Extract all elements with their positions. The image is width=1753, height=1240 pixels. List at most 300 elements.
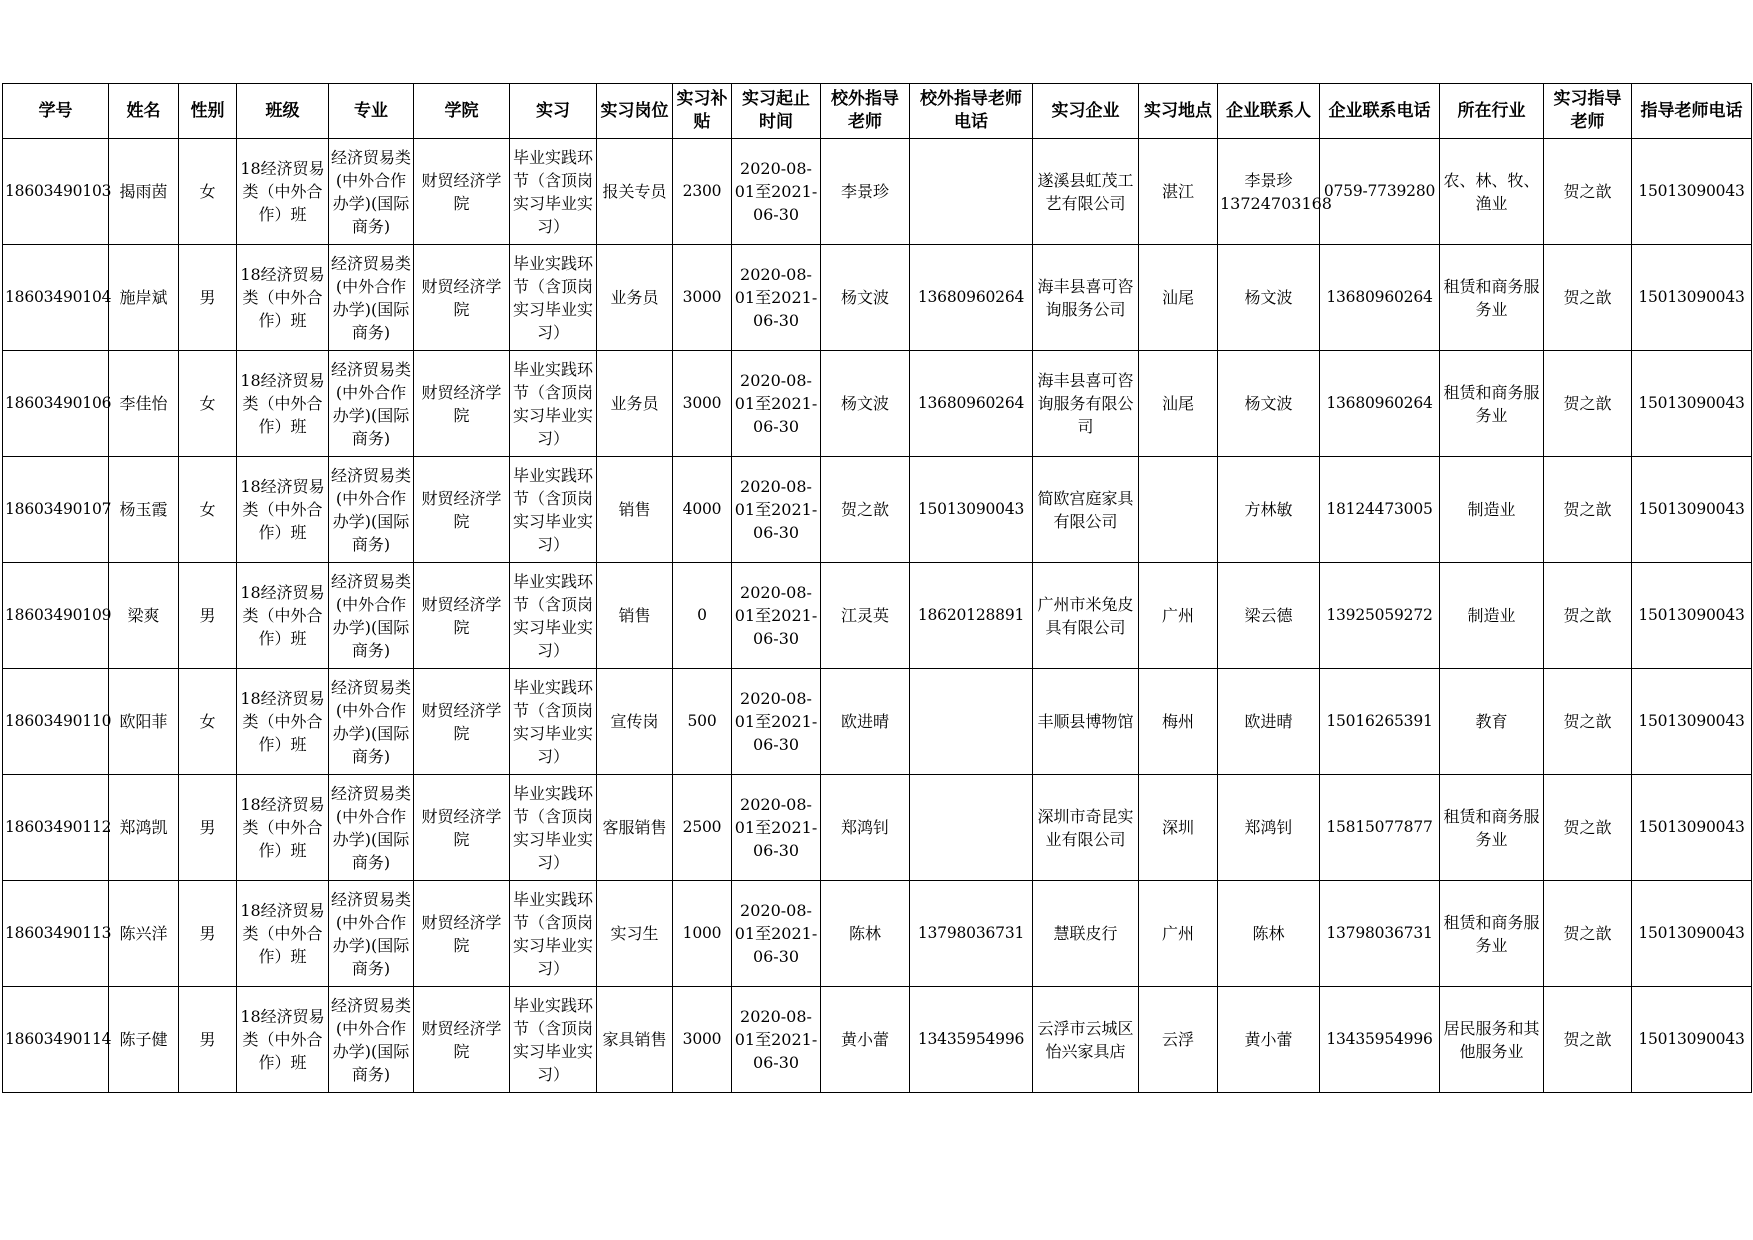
cell-company xyxy=(1033,139,1139,245)
cell-text: 销售 xyxy=(618,500,651,519)
cell-period xyxy=(732,987,821,1093)
cell-text: 18603490103 xyxy=(5,182,112,200)
cell-external-mentor-phone xyxy=(910,775,1033,881)
cell-text: 财贸经济学院 xyxy=(421,700,502,743)
cell-text: 云浮 xyxy=(1161,1030,1194,1049)
cell-external-mentor-phone xyxy=(910,245,1033,351)
cell-text: 2020-08-01至2021-06-30 xyxy=(734,795,818,860)
cell-class xyxy=(237,563,329,669)
cell-text: 欧阳菲 xyxy=(119,712,168,731)
cell-text: 财贸经济学院 xyxy=(421,594,502,637)
cell-external-mentor-phone xyxy=(910,457,1033,563)
cell-major xyxy=(329,881,414,987)
cell-gender xyxy=(179,563,237,669)
cell-external-mentor-phone xyxy=(910,351,1033,457)
cell-external-mentor-phone xyxy=(910,881,1033,987)
cell-company-phone xyxy=(1320,563,1440,669)
cell-text: 男 xyxy=(199,924,216,943)
cell-company-contact xyxy=(1218,775,1320,881)
cell-text: 2020-08-01至2021-06-30 xyxy=(734,371,818,436)
cell-subsidy xyxy=(673,139,732,245)
table-row xyxy=(3,881,1752,987)
column-header-internship: 实习 xyxy=(510,84,597,139)
cell-text: 13798036731 xyxy=(1326,924,1433,942)
cell-text: 经济贸易类(中外合作办学)(国际商务) xyxy=(331,995,412,1084)
column-header-period: 实习起止时间 xyxy=(732,84,821,139)
cell-text: 18603490114 xyxy=(5,1030,112,1048)
cell-text: 方林敏 xyxy=(1244,500,1293,519)
header-row xyxy=(3,84,1752,139)
cell-text: 欧进晴 xyxy=(1244,712,1293,731)
cell-text: 毕业实践环节（含顶岗实习毕业实习） xyxy=(512,147,593,236)
table-row xyxy=(3,245,1752,351)
cell-subsidy xyxy=(673,245,732,351)
cell-text: 遂溪县虹茂工艺有限公司 xyxy=(1037,170,1134,213)
cell-text: 女 xyxy=(199,712,216,731)
cell-text: 陈林 xyxy=(848,924,881,943)
cell-position xyxy=(597,987,673,1093)
cell-industry xyxy=(1440,245,1544,351)
cell-major xyxy=(329,669,414,775)
cell-text: 宣传岗 xyxy=(610,712,659,731)
cell-college xyxy=(414,775,510,881)
table-body xyxy=(3,139,1752,1093)
cell-text: 实习生 xyxy=(610,924,659,943)
cell-text: 15013090043 xyxy=(1638,606,1745,624)
cell-text: 贺之歆 xyxy=(1563,1030,1612,1049)
cell-student-id xyxy=(3,139,112,245)
cell-company-phone xyxy=(1320,669,1440,775)
cell-location xyxy=(1139,987,1218,1093)
cell-text: 贺之歆 xyxy=(1563,500,1612,519)
cell-text: 13798036731 xyxy=(917,924,1025,942)
cell-text: 租赁和商务服务业 xyxy=(1443,806,1540,849)
column-header-class: 班级 xyxy=(237,84,329,139)
cell-major xyxy=(329,351,414,457)
cell-class xyxy=(237,987,329,1093)
cell-text: 黄小蕾 xyxy=(840,1030,889,1049)
cell-text: 经济贸易类(中外合作办学)(国际商务) xyxy=(331,147,412,236)
cell-text: 13435954996 xyxy=(917,1030,1025,1048)
cell-major xyxy=(329,245,414,351)
cell-text: 财贸经济学院 xyxy=(421,276,502,319)
cell-text: 2020-08-01至2021-06-30 xyxy=(734,583,818,648)
cell-instructor xyxy=(1544,563,1632,669)
cell-college xyxy=(414,881,510,987)
table-row xyxy=(3,775,1752,881)
cell-text: 财贸经济学院 xyxy=(421,1018,502,1061)
cell-external-mentor xyxy=(821,775,910,881)
cell-student-id xyxy=(3,669,112,775)
column-header-name: 姓名 xyxy=(109,84,179,139)
cell-internship xyxy=(510,669,597,775)
column-header-major: 专业 xyxy=(329,84,414,139)
cell-location xyxy=(1139,881,1218,987)
cell-text: 18经济贸易类（中外合作）班 xyxy=(240,1007,325,1072)
cell-company-contact xyxy=(1218,139,1332,245)
cell-company-contact xyxy=(1218,457,1320,563)
cell-class xyxy=(237,245,329,351)
cell-instructor-phone xyxy=(1632,139,1752,245)
cell-text: 财贸经济学院 xyxy=(421,170,502,213)
cell-text: 2020-08-01至2021-06-30 xyxy=(734,1007,818,1072)
column-header-position: 实习岗位 xyxy=(597,84,673,139)
cell-name xyxy=(109,139,179,245)
cell-gender xyxy=(179,669,237,775)
cell-industry xyxy=(1440,139,1544,245)
cell-text: 经济贸易类(中外合作办学)(国际商务) xyxy=(331,465,412,554)
cell-internship xyxy=(510,139,597,245)
table-row xyxy=(3,987,1752,1093)
cell-external-mentor xyxy=(821,457,910,563)
cell-text: 慧联皮行 xyxy=(1053,924,1118,943)
cell-instructor-phone xyxy=(1632,457,1752,563)
cell-company-contact xyxy=(1218,563,1320,669)
cell-text: 深圳市奇昆实业有限公司 xyxy=(1037,806,1134,849)
cell-text: 15013090043 xyxy=(1638,394,1745,412)
cell-text: 陈子健 xyxy=(119,1030,168,1049)
cell-text: 15815077877 xyxy=(1326,818,1433,836)
cell-text: 18603490107 xyxy=(5,500,112,518)
cell-text: 杨文波 xyxy=(1244,288,1293,307)
cell-internship xyxy=(510,457,597,563)
cell-college xyxy=(414,987,510,1093)
table-row xyxy=(3,139,1752,245)
cell-text: 经济贸易类(中外合作办学)(国际商务) xyxy=(331,889,412,978)
cell-company-phone xyxy=(1320,351,1440,457)
cell-text: 梁云德 xyxy=(1244,606,1293,625)
cell-text: 贺之歆 xyxy=(1563,394,1612,413)
cell-text: 4000 xyxy=(682,500,722,518)
cell-college xyxy=(414,563,510,669)
cell-company xyxy=(1033,563,1139,669)
cell-internship xyxy=(510,563,597,669)
cell-text: 13680960264 xyxy=(917,394,1025,412)
cell-text: 500 xyxy=(687,712,717,730)
cell-subsidy xyxy=(673,987,732,1093)
cell-text: 15013090043 xyxy=(1638,1030,1745,1048)
cell-text: 3000 xyxy=(682,288,722,306)
cell-company-contact xyxy=(1218,881,1320,987)
cell-subsidy xyxy=(673,351,732,457)
cell-industry xyxy=(1440,987,1544,1093)
cell-name xyxy=(109,245,179,351)
cell-text: 18603490109 xyxy=(5,606,112,624)
cell-text: 贺之歆 xyxy=(1563,924,1612,943)
cell-text: 13680960264 xyxy=(1326,394,1433,412)
cell-company-phone xyxy=(1320,245,1440,351)
cell-text: 18603490110 xyxy=(5,712,112,730)
cell-text: 揭雨茵 xyxy=(119,182,168,201)
cell-text: 18经济贸易类（中外合作）班 xyxy=(240,265,325,330)
cell-external-mentor-phone xyxy=(910,139,1033,245)
cell-text: 广州 xyxy=(1161,606,1194,625)
cell-text: 18620128891 xyxy=(917,606,1025,624)
cell-class xyxy=(237,457,329,563)
cell-external-mentor-phone xyxy=(910,563,1033,669)
cell-text: 财贸经济学院 xyxy=(421,806,502,849)
cell-subsidy xyxy=(673,775,732,881)
cell-text: 18经济贸易类（中外合作）班 xyxy=(240,477,325,542)
cell-instructor xyxy=(1544,351,1632,457)
cell-text: 李佳怡 xyxy=(119,394,168,413)
cell-text: 2300 xyxy=(682,182,722,200)
cell-text: 李景珍13724703168 xyxy=(1220,170,1332,213)
cell-text: 男 xyxy=(199,288,216,307)
table-row xyxy=(3,563,1752,669)
cell-industry xyxy=(1440,775,1544,881)
cell-text: 经济贸易类(中外合作办学)(国际商务) xyxy=(331,677,412,766)
cell-company xyxy=(1033,351,1139,457)
cell-class xyxy=(237,775,329,881)
cell-instructor-phone xyxy=(1632,351,1752,457)
cell-location xyxy=(1139,245,1218,351)
cell-text: 经济贸易类(中外合作办学)(国际商务) xyxy=(331,571,412,660)
cell-text: 海丰县喜可咨询服务有限公司 xyxy=(1037,371,1134,436)
cell-text: 18603490106 xyxy=(5,394,112,412)
cell-company-contact xyxy=(1218,245,1320,351)
cell-text: 18124473005 xyxy=(1326,500,1433,518)
column-header-location: 实习地点 xyxy=(1139,84,1218,139)
cell-text: 18603490113 xyxy=(5,924,112,942)
cell-industry xyxy=(1440,881,1544,987)
cell-text: 汕尾 xyxy=(1161,288,1194,307)
cell-company-phone xyxy=(1320,457,1440,563)
cell-period xyxy=(732,775,821,881)
cell-student-id xyxy=(3,457,112,563)
cell-text: 男 xyxy=(199,1030,216,1049)
cell-text: 陈兴洋 xyxy=(119,924,168,943)
cell-text: 0759-7739280 xyxy=(1323,182,1436,200)
cell-position xyxy=(597,245,673,351)
cell-text: 欧进晴 xyxy=(840,712,889,731)
cell-instructor-phone xyxy=(1632,775,1752,881)
cell-text: 贺之歆 xyxy=(840,500,889,519)
cell-instructor xyxy=(1544,139,1632,245)
cell-external-mentor xyxy=(821,669,910,775)
cell-text: 农、林、牧、渔业 xyxy=(1443,170,1540,213)
cell-instructor xyxy=(1544,245,1632,351)
cell-text: 广州 xyxy=(1161,924,1194,943)
cell-text: 15013090043 xyxy=(1638,500,1745,518)
cell-text: 2020-08-01至2021-06-30 xyxy=(734,689,818,754)
cell-internship xyxy=(510,351,597,457)
cell-text: 贺之歆 xyxy=(1563,606,1612,625)
cell-text: 女 xyxy=(199,394,216,413)
cell-period xyxy=(732,139,821,245)
cell-text: 13680960264 xyxy=(917,288,1025,306)
cell-major xyxy=(329,775,414,881)
column-header-instructor: 实习指导老师 xyxy=(1544,84,1632,139)
cell-instructor-phone xyxy=(1632,245,1752,351)
cell-period xyxy=(732,457,821,563)
column-header-gender: 性别 xyxy=(179,84,237,139)
cell-student-id xyxy=(3,987,112,1093)
cell-student-id xyxy=(3,881,112,987)
cell-gender xyxy=(179,457,237,563)
cell-external-mentor xyxy=(821,351,910,457)
cell-text: 财贸经济学院 xyxy=(421,488,502,531)
cell-gender xyxy=(179,245,237,351)
cell-text: 杨文波 xyxy=(840,288,889,307)
cell-text: 丰顺县博物馆 xyxy=(1037,712,1134,731)
table-row xyxy=(3,669,1752,775)
cell-location xyxy=(1139,457,1218,563)
cell-location xyxy=(1139,139,1218,245)
cell-text: 毕业实践环节（含顶岗实习毕业实习） xyxy=(512,571,593,660)
cell-major xyxy=(329,139,414,245)
cell-text: 毕业实践环节（含顶岗实习毕业实习） xyxy=(512,677,593,766)
cell-student-id xyxy=(3,245,112,351)
cell-period xyxy=(732,669,821,775)
cell-text: 黄小蕾 xyxy=(1244,1030,1293,1049)
column-header-instructor-phone: 指导老师电话 xyxy=(1632,84,1752,139)
cell-external-mentor xyxy=(821,245,910,351)
cell-position xyxy=(597,139,673,245)
cell-industry xyxy=(1440,669,1544,775)
cell-text: 客服销售 xyxy=(602,818,667,837)
cell-name xyxy=(109,351,179,457)
cell-gender xyxy=(179,139,237,245)
cell-text: 家具销售 xyxy=(602,1030,667,1049)
cell-text: 毕业实践环节（含顶岗实习毕业实习） xyxy=(512,465,593,554)
cell-text: 15013090043 xyxy=(1638,712,1745,730)
cell-text: 杨文波 xyxy=(1244,394,1293,413)
column-header-college: 学院 xyxy=(414,84,510,139)
cell-instructor xyxy=(1544,775,1632,881)
cell-text: 女 xyxy=(199,500,216,519)
cell-instructor-phone xyxy=(1632,987,1752,1093)
cell-text: 云浮市云城区怡兴家具店 xyxy=(1037,1018,1134,1061)
cell-college xyxy=(414,245,510,351)
cell-position xyxy=(597,669,673,775)
cell-internship xyxy=(510,775,597,881)
cell-position xyxy=(597,775,673,881)
cell-position xyxy=(597,563,673,669)
cell-period xyxy=(732,245,821,351)
column-header-industry: 所在行业 xyxy=(1440,84,1544,139)
cell-period xyxy=(732,563,821,669)
cell-text: 业务员 xyxy=(610,288,659,307)
cell-instructor xyxy=(1544,881,1632,987)
cell-text: 0 xyxy=(697,606,707,624)
column-header-external-mentor-phone: 校外指导老师电话 xyxy=(910,84,1033,139)
cell-company xyxy=(1033,669,1139,775)
cell-text: 贺之歆 xyxy=(1563,712,1612,731)
cell-text: 18经济贸易类（中外合作）班 xyxy=(240,901,325,966)
cell-text: 3000 xyxy=(682,1030,722,1048)
cell-text: 13680960264 xyxy=(1326,288,1433,306)
cell-text: 贺之歆 xyxy=(1563,182,1612,201)
cell-text: 业务员 xyxy=(610,394,659,413)
cell-text: 居民服务和其他服务业 xyxy=(1443,1018,1540,1061)
cell-text: 毕业实践环节（含顶岗实习毕业实习） xyxy=(512,359,593,448)
cell-class xyxy=(237,881,329,987)
cell-period xyxy=(732,351,821,457)
cell-text: 男 xyxy=(199,606,216,625)
cell-company-phone xyxy=(1320,987,1440,1093)
cell-name xyxy=(109,669,179,775)
column-header-company: 实习企业 xyxy=(1033,84,1139,139)
cell-external-mentor xyxy=(821,987,910,1093)
cell-instructor xyxy=(1544,457,1632,563)
cell-college xyxy=(414,669,510,775)
cell-name xyxy=(109,457,179,563)
cell-name xyxy=(109,987,179,1093)
cell-period xyxy=(732,881,821,987)
cell-internship xyxy=(510,245,597,351)
cell-company-phone xyxy=(1320,881,1440,987)
cell-company xyxy=(1033,245,1139,351)
cell-name xyxy=(109,881,179,987)
cell-text: 销售 xyxy=(618,606,651,625)
cell-text: 制造业 xyxy=(1467,606,1516,625)
cell-text: 毕业实践环节（含顶岗实习毕业实习） xyxy=(512,889,593,978)
cell-internship xyxy=(510,881,597,987)
internship-sheet xyxy=(2,83,1752,1093)
cell-text: 毕业实践环节（含顶岗实习毕业实习） xyxy=(512,783,593,872)
cell-text: 贺之歆 xyxy=(1563,818,1612,837)
cell-text: 毕业实践环节（含顶岗实习毕业实习） xyxy=(512,995,593,1084)
cell-text: 3000 xyxy=(682,394,722,412)
cell-text: 18经济贸易类（中外合作）班 xyxy=(240,371,325,436)
cell-class xyxy=(237,351,329,457)
cell-text: 简欧宫庭家具有限公司 xyxy=(1037,488,1134,531)
cell-text: 湛江 xyxy=(1161,182,1194,201)
table-row xyxy=(3,457,1752,563)
cell-gender xyxy=(179,987,237,1093)
cell-external-mentor-phone xyxy=(910,669,1033,775)
cell-text: 2020-08-01至2021-06-30 xyxy=(734,477,818,542)
column-header-company-contact: 企业联系人 xyxy=(1218,84,1320,139)
cell-text: 18经济贸易类（中外合作）班 xyxy=(240,795,325,860)
cell-subsidy xyxy=(673,563,732,669)
cell-subsidy xyxy=(673,669,732,775)
cell-subsidy xyxy=(673,457,732,563)
cell-subsidy xyxy=(673,881,732,987)
cell-text: 财贸经济学院 xyxy=(421,382,502,425)
cell-industry xyxy=(1440,563,1544,669)
column-header-subsidy: 实习补贴 xyxy=(673,84,732,139)
cell-gender xyxy=(179,351,237,457)
cell-text: 深圳 xyxy=(1161,818,1194,837)
cell-position xyxy=(597,457,673,563)
cell-text: 杨玉霞 xyxy=(119,500,168,519)
cell-text: 男 xyxy=(199,818,216,837)
cell-text: 报关专员 xyxy=(602,182,667,201)
cell-text: 财贸经济学院 xyxy=(421,912,502,955)
cell-text: 女 xyxy=(199,182,216,201)
cell-text: 郑鸿钊 xyxy=(1244,818,1293,837)
cell-text: 15013090043 xyxy=(1638,924,1745,942)
cell-company-contact xyxy=(1218,351,1320,457)
cell-instructor-phone xyxy=(1632,881,1752,987)
cell-name xyxy=(109,775,179,881)
cell-text: 2500 xyxy=(682,818,722,836)
cell-text: 李景珍 xyxy=(840,182,889,201)
cell-text: 租赁和商务服务业 xyxy=(1443,912,1540,955)
cell-text: 制造业 xyxy=(1467,500,1516,519)
cell-college xyxy=(414,139,510,245)
cell-text: 贺之歆 xyxy=(1563,288,1612,307)
cell-text: 经济贸易类(中外合作办学)(国际商务) xyxy=(331,253,412,342)
cell-position xyxy=(597,351,673,457)
cell-location xyxy=(1139,775,1218,881)
cell-major xyxy=(329,563,414,669)
cell-text: 租赁和商务服务业 xyxy=(1443,276,1540,319)
cell-text: 经济贸易类(中外合作办学)(国际商务) xyxy=(331,783,412,872)
cell-external-mentor xyxy=(821,139,910,245)
